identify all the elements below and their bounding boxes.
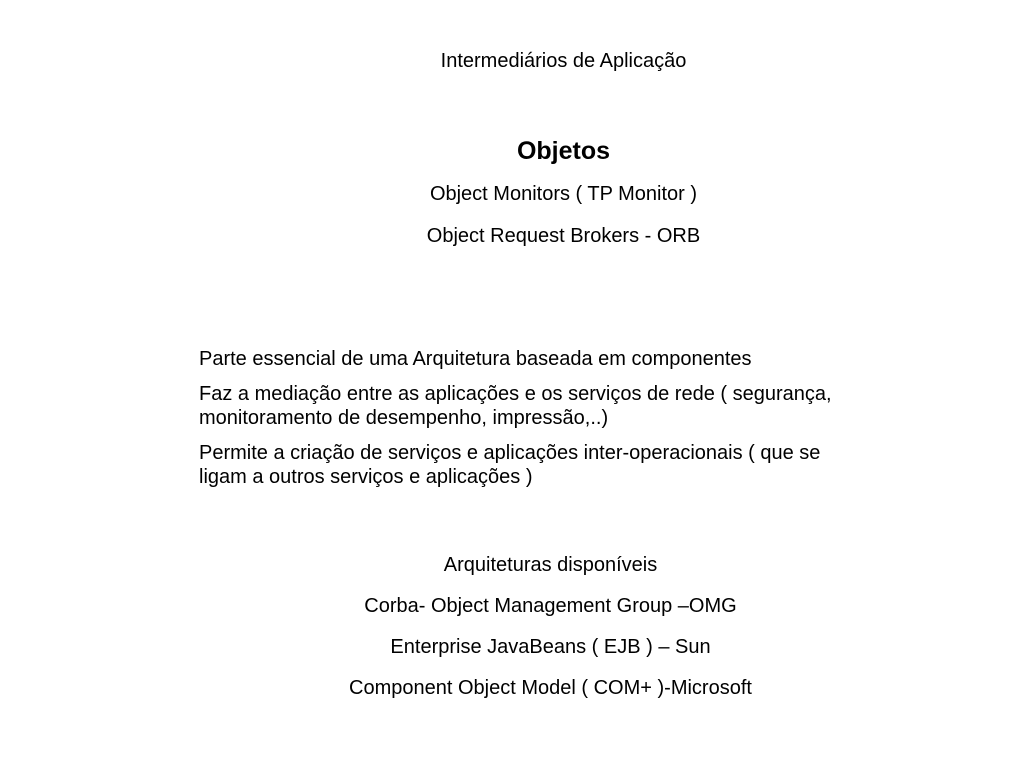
object-item-orb: Object Request Brokers - ORB (426, 225, 701, 247)
slide-title: Intermediários de Aplicação (440, 50, 687, 72)
object-item-tp-monitor: Object Monitors ( TP Monitor ) (429, 183, 698, 205)
description-list (199, 347, 849, 500)
section-title: Objetos (516, 137, 611, 165)
description-item: Faz a mediação entre as aplicações e os serviços de rede ( segurança, monitoramento de desempenho, impressão,..) (199, 383, 832, 429)
description-item: Parte essencial de uma Arquitetura baseada em componentes (199, 348, 752, 370)
architecture-item-corba: Corba- Object Management Group –OMG (364, 595, 737, 617)
architecture-item-ejb: Enterprise JavaBeans ( EJB ) – Sun (390, 636, 711, 658)
description-item: Permite a criação de serviços e aplicações inter-operacionais ( que se ligam a outros serviços e aplicações ) (199, 442, 821, 488)
architectures-heading: Arquiteturas disponíveis (443, 554, 658, 576)
architecture-item-com: Component Object Model ( COM+ )-Microsoft (349, 677, 752, 699)
